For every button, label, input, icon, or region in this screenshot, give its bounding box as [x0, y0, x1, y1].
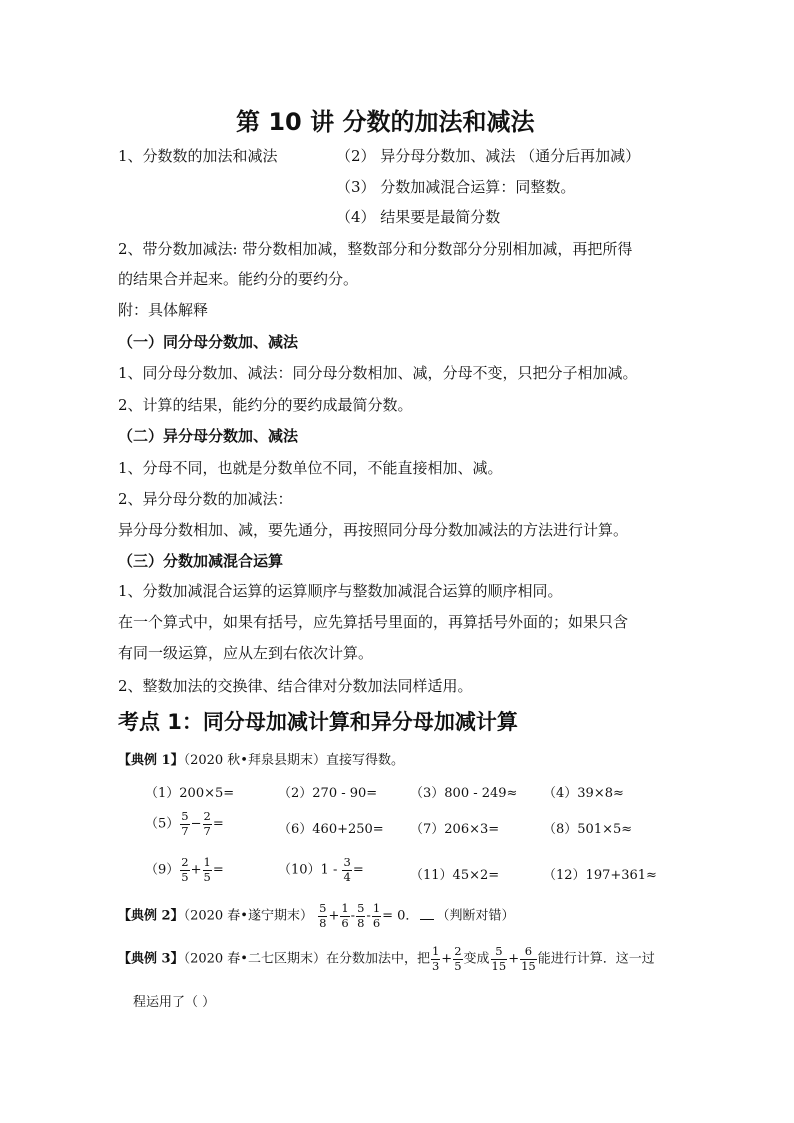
example-3-label: 【典例 3】 [118, 951, 184, 967]
fraction: $\frac{1}{5}$ [203, 855, 211, 884]
equals-sign: = [212, 816, 224, 832]
summary-sub-3: （3） 分数加减混合运算：同整数。 [336, 178, 576, 196]
summary-item-2-line-2: 的结果合并起来。能约分的要约分。 [118, 270, 359, 288]
equals-sign: = [352, 862, 364, 878]
example-3-line-2: 程运用了（ ） [133, 995, 216, 1010]
problem-9 [145, 857, 224, 883]
fraction: $\frac{5}{15}$ [491, 944, 507, 973]
appendix-label: 附：具体解释 [118, 301, 209, 319]
fraction: $\frac{5}{8}$ [319, 901, 327, 930]
example-3-tail: 能进行计算．这一过 [537, 951, 655, 967]
fraction: $\frac{2}{5}$ [181, 855, 189, 884]
fraction: $\frac{6}{15}$ [521, 944, 536, 973]
problem-11: （11）45×2= [410, 868, 500, 883]
kaodian-heading: 考点 1：同分母加减计算和异分母加减计算 [118, 710, 518, 734]
plus-sign: + [328, 908, 340, 924]
problem-5-prefix: （5） [145, 816, 180, 832]
section-1-line-1: 1、同分母分数加、减法：同分母分数相加、减，分母不变，只把分子相加减。 [118, 364, 638, 382]
minus-sign: - [350, 908, 356, 924]
summary-sub-2: （2） 异分母分数加、减法 （通分后再加减） [336, 147, 641, 165]
section-3-line-3: 有同一级运算，应从左到右依次计算。 [118, 644, 374, 662]
problem-3: （3）800 - 249≈ [410, 786, 518, 801]
problem-8: （8）501×5≈ [543, 822, 633, 837]
problem-7: （7）206×3= [410, 822, 500, 837]
plus-sign: + [441, 951, 453, 967]
fraction: $\frac{5}{8}$ [357, 901, 365, 930]
example-1-source: （2020 秋•拜泉县期末）直接写得数。 [183, 753, 404, 768]
problem-2: （2）270 - 90= [278, 786, 378, 801]
example-2-source: （2020 春•遂宁期末） [183, 908, 313, 924]
example-3-source: （2020 春•二七区期末）在分数加法中，把 [183, 951, 430, 967]
page-title: 第 10 讲 分数的加法和减法 [236, 108, 535, 136]
problem-5 [145, 811, 224, 837]
plus-sign: + [508, 951, 520, 967]
example-3-mid-text: 变成 [463, 951, 490, 967]
section-2-heading: （二）异分母分数加、减法 [118, 427, 299, 445]
example-1-header [118, 749, 404, 768]
example-1-label: 【典例 1】 [118, 753, 184, 768]
section-2-line-2: 2、异分母分数的加减法： [118, 490, 293, 508]
minus-sign: − [190, 816, 202, 832]
summary-item-2-line-1: 2、带分数加减法: 带分数相加减，整数部分和分数部分分别相加减，再把所得 [118, 240, 633, 258]
section-3-line-2: 在一个算式中，如果有括号，应先算括号里面的，再算括号外面的；如果只含 [118, 613, 629, 631]
problem-1: （1）200×5= [145, 786, 235, 801]
problem-9-prefix: （9） [145, 862, 180, 878]
problem-12: （12）197+361≈ [543, 868, 657, 883]
fraction: $\frac{5}{7}$ [181, 809, 189, 838]
minus-sign: - [366, 908, 371, 924]
summary-item-1: 1、分数数的加法和减法 [118, 147, 278, 165]
problem-6: （6）460+250= [278, 822, 384, 837]
section-3-line-4: 2、整数加法的交换律、结合律对分数加法同样适用。 [118, 677, 473, 695]
section-3-heading: （三）分数加减混合运算 [118, 552, 284, 570]
fraction: $\frac{1}{6}$ [341, 901, 349, 930]
example-2-label: 【典例 2】 [118, 908, 184, 924]
summary-sub-4: （4） 结果要是最简分数 [336, 208, 501, 226]
example-2-instruction: （判断对错） [436, 908, 515, 924]
section-1-heading: （一）同分母分数加、减法 [118, 333, 299, 351]
example-3 [118, 946, 655, 972]
fraction: $\frac{1}{3}$ [431, 944, 440, 973]
fraction: $\frac{3}{4}$ [343, 855, 351, 884]
fraction: $\frac{1}{6}$ [372, 901, 381, 930]
example-2 [118, 903, 514, 929]
section-2-line-3: 异分母分数相加、减，要先通分，再按照同分母分数加减法的方法进行计算。 [118, 521, 629, 539]
section-3-line-1: 1、分数加减混合运算的运算顺序与整数加减混合运算的顺序相同。 [118, 582, 563, 600]
fraction: $\frac{2}{5}$ [454, 944, 462, 973]
section-2-line-1: 1、分母不同，也就是分数单位不同，不能直接相加、减。 [118, 459, 503, 477]
equals-sign: = [212, 862, 224, 878]
equation-result: = 0． [382, 908, 419, 924]
problem-10 [278, 857, 364, 883]
fraction: $\frac{2}{7}$ [203, 809, 211, 838]
answer-blank[interactable] [420, 907, 434, 920]
section-1-line-2: 2、计算的结果，能约分的要约成最简分数。 [118, 396, 413, 414]
problem-10-prefix: （10）1 - [278, 862, 342, 878]
plus-sign: + [190, 862, 202, 878]
problem-4: （4）39×8≈ [543, 786, 624, 801]
